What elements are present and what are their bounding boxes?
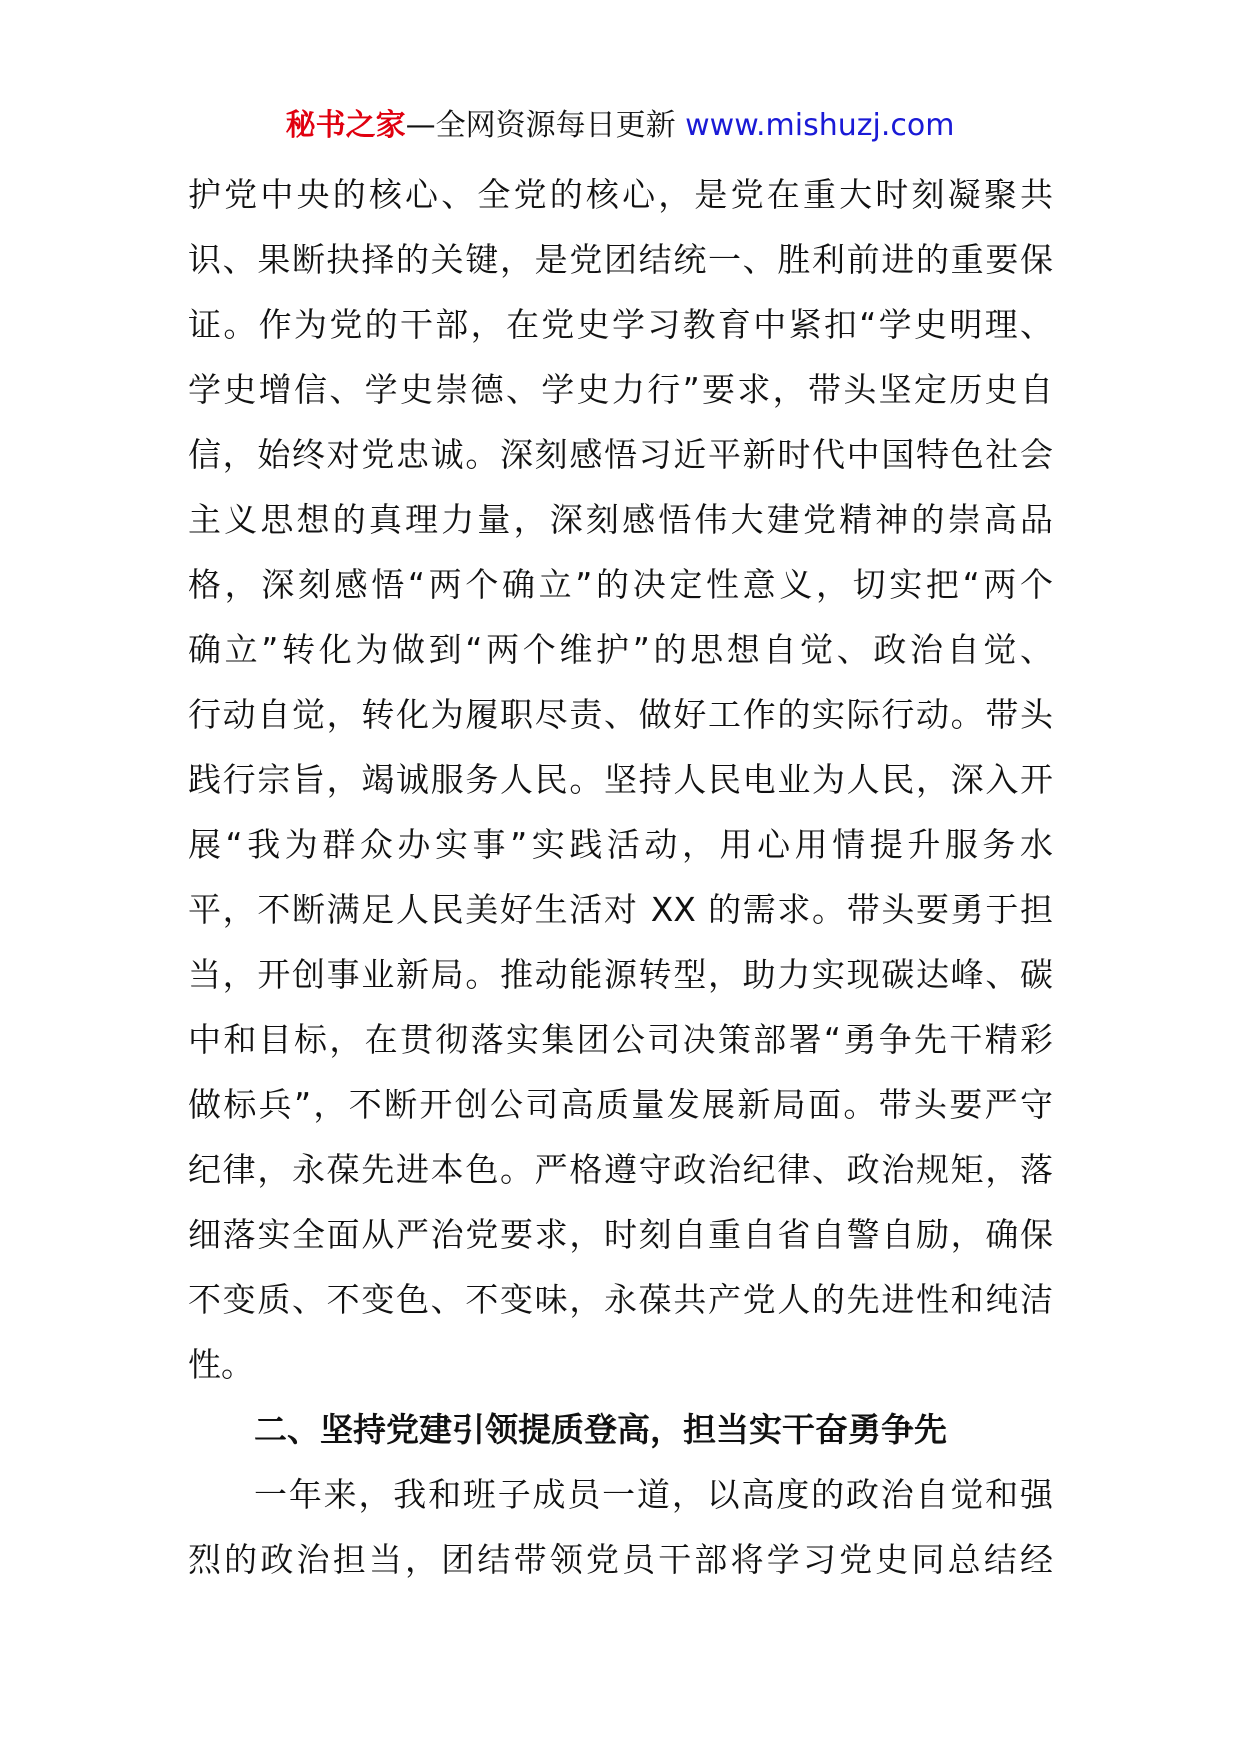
text-line: 格，深刻感悟“两个确立”的决定性意义，切实把“两个 <box>188 565 1053 604</box>
text-line: 细落实全面从严治党要求，时刻自重自省自警自励，确保 <box>188 1215 1053 1254</box>
text-line: 识、果断抉择的关键，是党团结统一、胜利前进的重要保 <box>188 240 1053 279</box>
site-url-link[interactable]: www.mishuzj.com <box>685 108 955 143</box>
site-header <box>0 104 1240 148</box>
text-line: 展“我为群众办实事”实践活动，用心用情提升服务水 <box>188 825 1053 864</box>
text-line: 做标兵”，不断开创公司高质量发展新局面。带头要严守 <box>188 1085 1053 1124</box>
text-line: 学史增信、学史崇德、学史力行”要求，带头坚定历史自 <box>188 370 1053 409</box>
text-line: 确立”转化为做到“两个维护”的思想自觉、政治自觉、 <box>188 630 1053 669</box>
document-body <box>188 162 1053 1592</box>
text-line: 信，始终对党忠诚。深刻感悟习近平新时代中国特色社会 <box>188 435 1053 474</box>
text-line: 纪律，永葆先进本色。严格遵守政治纪律、政治规矩，落 <box>188 1150 1053 1189</box>
text-line: 性。 <box>188 1345 254 1384</box>
text-line: 行动自觉，转化为履职尽责、做好工作的实际行动。带头 <box>188 695 1053 734</box>
header-tagline: —全网资源每日更新 <box>405 108 676 143</box>
text-line: 不变质、不变色、不变味，永葆共产党人的先进性和纯洁 <box>188 1280 1053 1319</box>
section-heading: 二、坚持党建引领提质登高，担当实干奋勇争先 <box>254 1410 947 1449</box>
text-line: 践行宗旨，竭诚服务人民。坚持人民电业为人民，深入开 <box>188 760 1053 799</box>
text-line: 烈的政治担当，团结带领党员干部将学习党史同总结经 <box>188 1540 1053 1579</box>
text-line: 主义思想的真理力量，深刻感悟伟大建党精神的崇高品 <box>188 500 1053 539</box>
text-line: 平，不断满足人民美好生活对 XX 的需求。带头要勇于担 <box>188 890 1053 929</box>
text-line: 一年来，我和班子成员一道，以高度的政治自觉和强 <box>254 1475 1053 1514</box>
brand-name: 秘书之家 <box>285 108 406 143</box>
text-line: 中和目标，在贯彻落实集团公司决策部署“勇争先干精彩 <box>188 1020 1053 1059</box>
text-line: 护党中央的核心、全党的核心，是党在重大时刻凝聚共 <box>188 175 1053 214</box>
text-line: 证。作为党的干部，在党史学习教育中紧扣“学史明理、 <box>188 305 1053 344</box>
text-line: 当，开创事业新局。推动能源转型，助力实现碳达峰、碳 <box>188 955 1053 994</box>
